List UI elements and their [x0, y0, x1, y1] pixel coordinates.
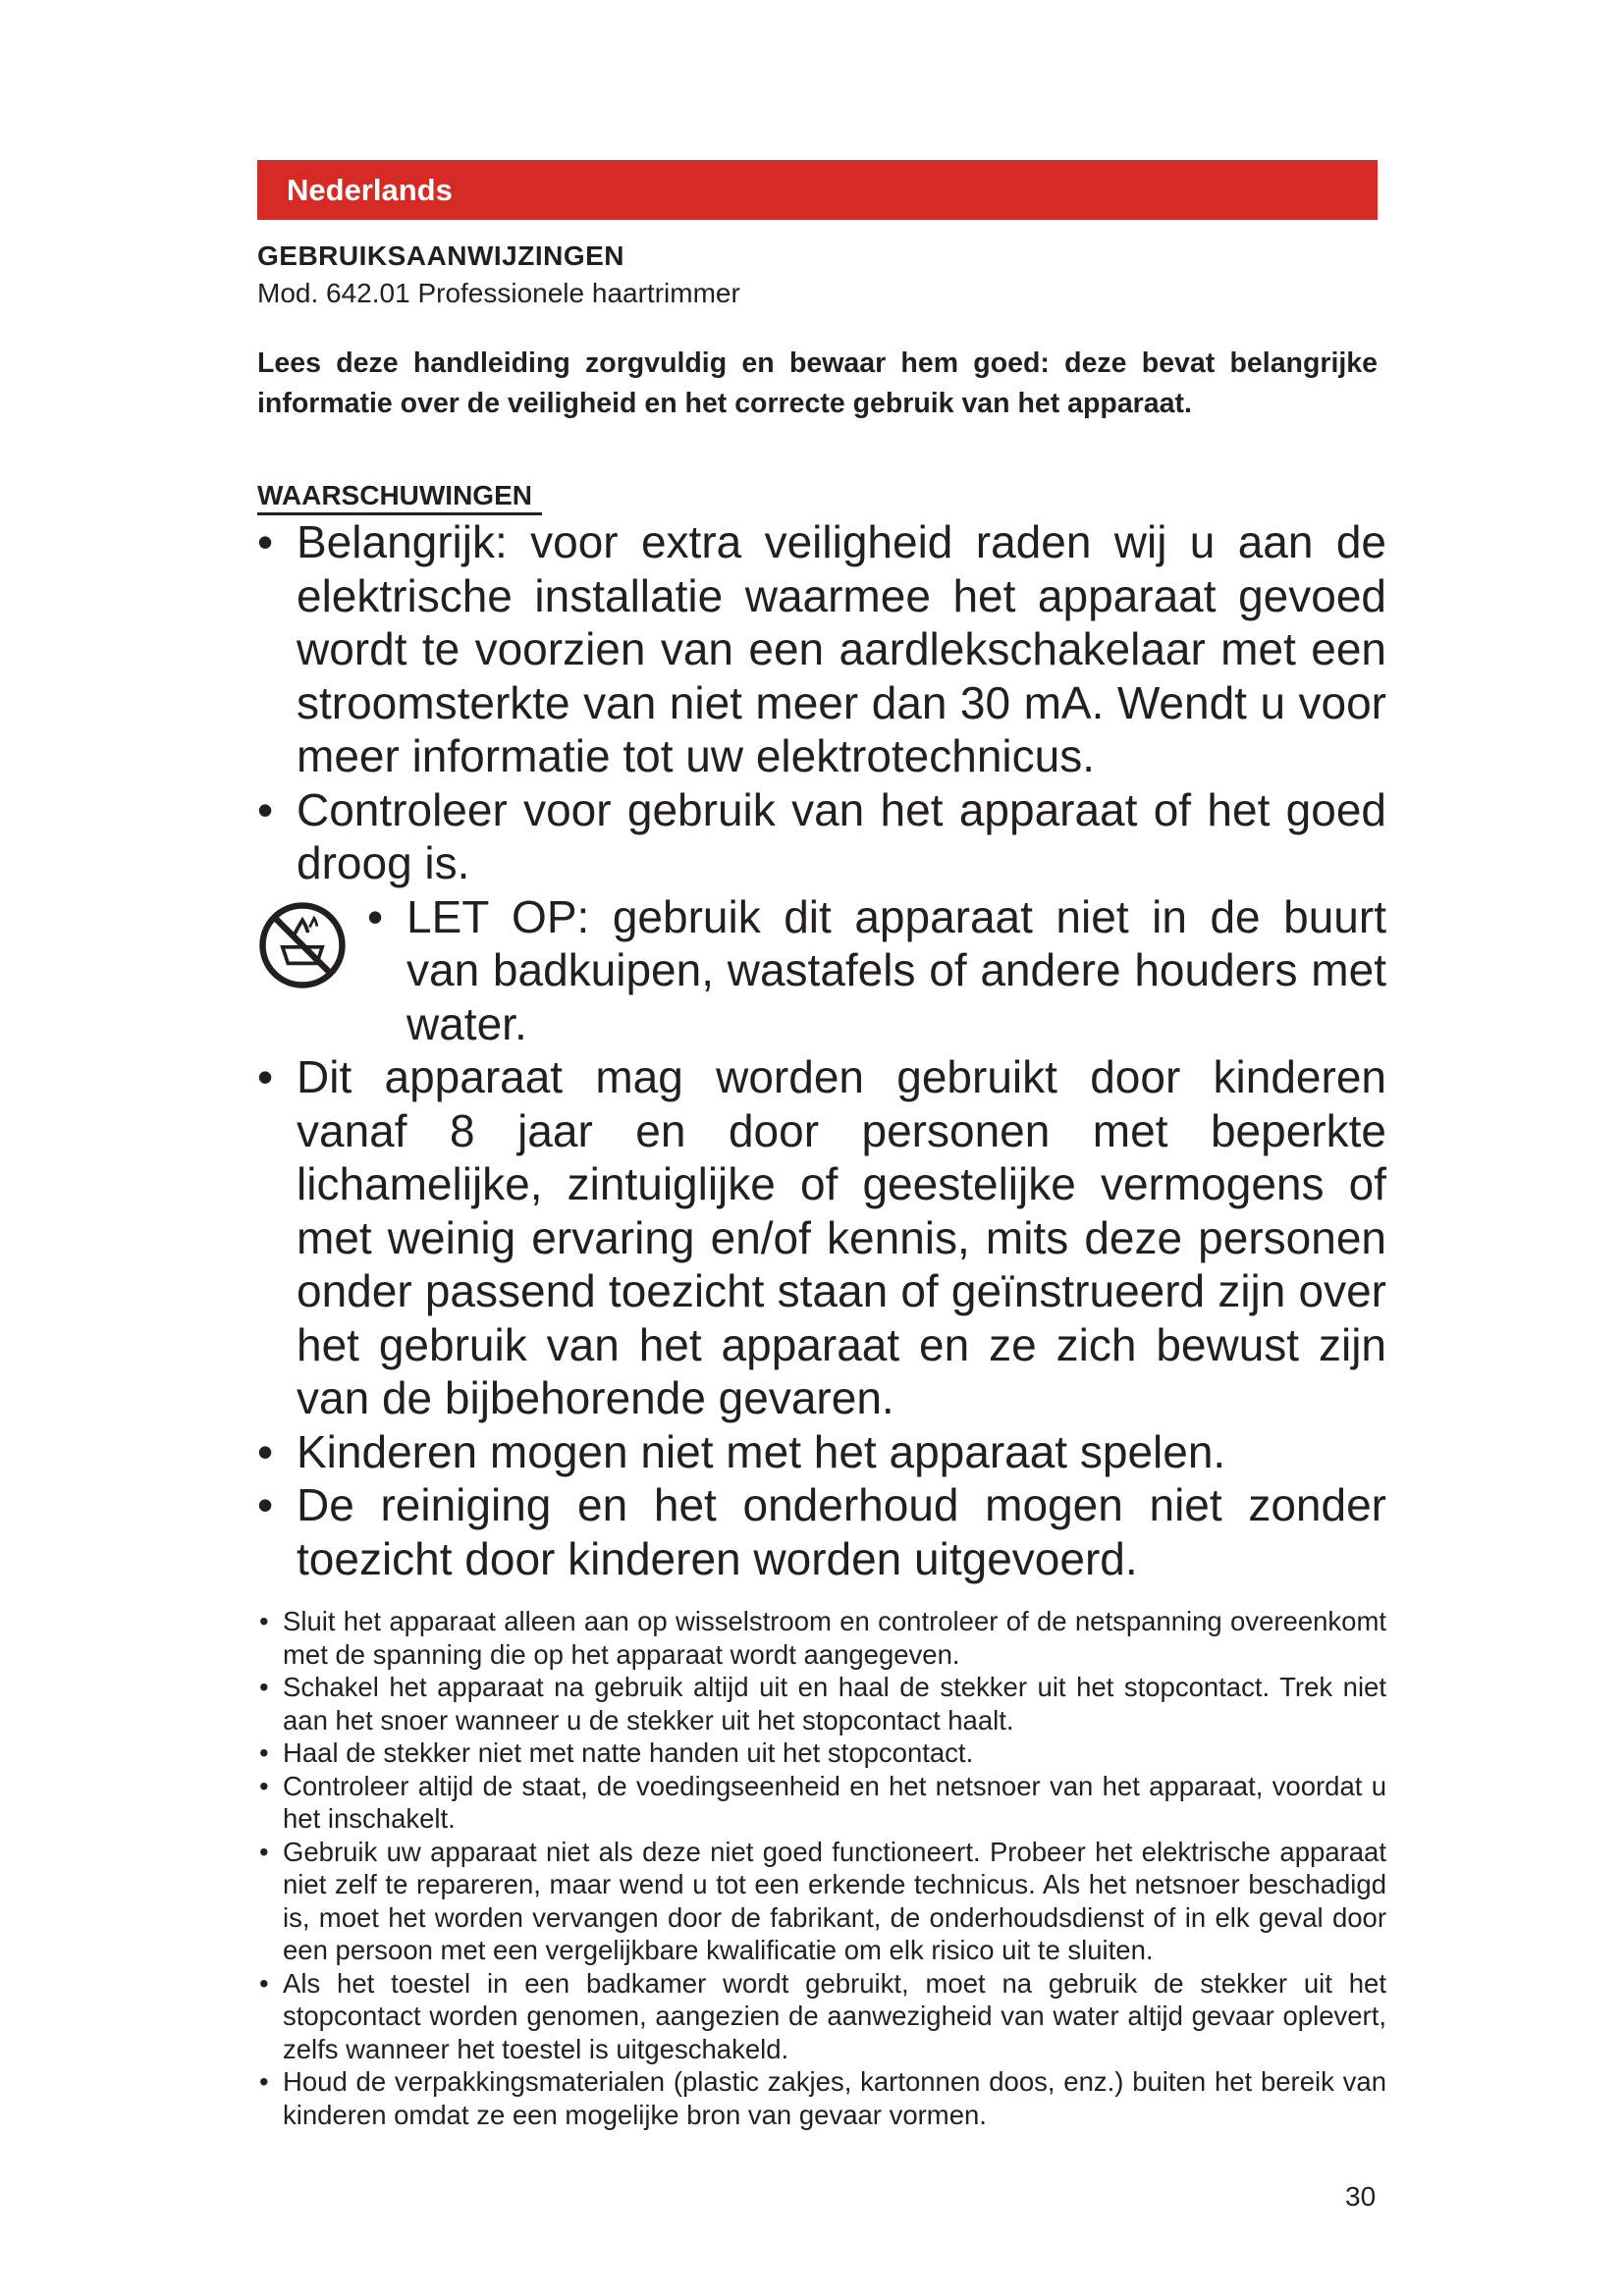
- language-label: Nederlands: [287, 173, 453, 207]
- bullet: •: [257, 1479, 274, 1530]
- list-item-text: Haal de stekker niet met natte handen uit het stopcontact.: [283, 1737, 974, 1768]
- list-item: [257, 1770, 1386, 1836]
- list-item-text: Controleer altijd de staat, de voedingseenheid en het netsnoer van het apparaat, voordat u het inschakelt.: [283, 1770, 1386, 1834]
- list-item-text: Houd de verpakkingsmaterialen (plastic zakjes, kartonnen doos, enz.) buiten het bereik van kinderen omdat ze een mogelijke bron van gevaar vormen.: [283, 2066, 1386, 2130]
- bullet: •: [259, 1737, 269, 1768]
- bullet: •: [367, 890, 384, 942]
- bullet: •: [259, 1967, 269, 1999]
- model-subtitle: Mod. 642.01 Professionele haartrimmer: [257, 278, 740, 308]
- warnings-heading: WAARSCHUWINGEN: [257, 479, 542, 515]
- list-item-text: Controleer voor gebruik van het apparaat of het goed droog is.: [297, 783, 1386, 888]
- list-item: [257, 2065, 1386, 2131]
- list-item: [257, 1671, 1386, 1736]
- list-item: [257, 1478, 1386, 1585]
- list-item-text: De reiniging en het onderhoud mogen niet zonder toezicht door kinderen worden uitgevoerd.: [297, 1479, 1386, 1584]
- small-warnings-list: [257, 1605, 1386, 2131]
- list-item-text: Belangrijk: voor extra veiligheid raden wij u aan de elektrische installatie waarmee het apparaat gevoed wordt te voorzien van een aardlekschakelaar met een stroomsterkte van niet meer dan 30 mA. Wendt u voor meer informatie tot uw elektrotechnicus.: [297, 516, 1386, 781]
- list-item-text: Schakel het apparaat na gebruik altijd uit en haal de stekker uit het stopcontact. Trek niet aan het snoer wanneer u de stekker uit het stopcontact haalt.: [283, 1672, 1386, 1735]
- intro-paragraph: Lees deze handleiding zorgvuldig en bewaar hem goed: deze bevat belangrijke informatie over de veiligheid en het correcte gebruik van het apparaat.: [257, 347, 1378, 419]
- list-item: [257, 1836, 1386, 1967]
- document-title: GEBRUIKSAANWIJZINGEN: [257, 240, 625, 271]
- page-number: 30: [1345, 2181, 1377, 2212]
- list-item: [257, 1425, 1386, 1479]
- bullet: •: [259, 1770, 269, 1801]
- list-item-text: LET OP: gebruik dit apparaat niet in de buurt van badkuipen, wastafels of andere houders met water.: [406, 890, 1386, 1049]
- language-header-bar: [257, 160, 1378, 220]
- list-item-text: Sluit het apparaat alleen aan op wisselstroom en controleer of de netspanning overeenkomt met de spanning die op het apparaat wordt aangegeven.: [283, 1606, 1386, 1670]
- list-item-text: Dit apparaat mag worden gebruikt door kinderen vanaf 8 jaar en door personen met beperkte lichamelijke, zintuiglijke of geestelijke vermogens of met weinig ervaring en/of kennis, mits deze personen onder passend toezicht staan of geïnstrueerd zijn over het gebruik van het apparaat en ze zich bewust zijn van de bijbehorende gevaren.: [297, 1051, 1386, 1423]
- list-item: [257, 1967, 1386, 2066]
- list-item: [257, 515, 1386, 783]
- bullet: •: [257, 1425, 274, 1477]
- list-item: [257, 1736, 1386, 1770]
- bullet: •: [259, 1836, 269, 1867]
- list-item: [257, 1605, 1386, 1671]
- list-item-text: Kinderen mogen niet met het apparaat spelen.: [297, 1425, 1226, 1477]
- list-item-water-warning: [257, 890, 1386, 1051]
- list-item-text: Als het toestel in een badkamer wordt gebruikt, moet na gebruik de stekker uit het stopcontact worden genomen, aangezien de aanwezigheid van water altijd gevaar oplevert, zelfs wanneer het toestel is uitgeschakeld.: [283, 1967, 1386, 2064]
- bullet: •: [259, 1672, 269, 1702]
- bullet: •: [257, 516, 274, 567]
- large-warnings-list: [257, 515, 1386, 1585]
- list-item: [257, 783, 1386, 890]
- bullet: •: [257, 1051, 274, 1102]
- list-item-text: Gebruik uw apparaat niet als deze niet goed functioneert. Probeer het elektrische apparaat niet zelf te repareren, maar wend u tot een erkende technicus. Als het netsnoer beschadigd is, moet het worden vervangen door de fabrikant, de onderhoudsdienst of in elk geval door een persoon met een vergelijkbare kwalificatie om elk risico uit te sluiten.: [283, 1836, 1386, 1965]
- bullet: •: [257, 783, 274, 835]
- list-item: [257, 1050, 1386, 1425]
- bullet: •: [259, 2066, 269, 2097]
- no-water-warning-icon: [257, 900, 348, 990]
- bullet: •: [259, 1606, 269, 1636]
